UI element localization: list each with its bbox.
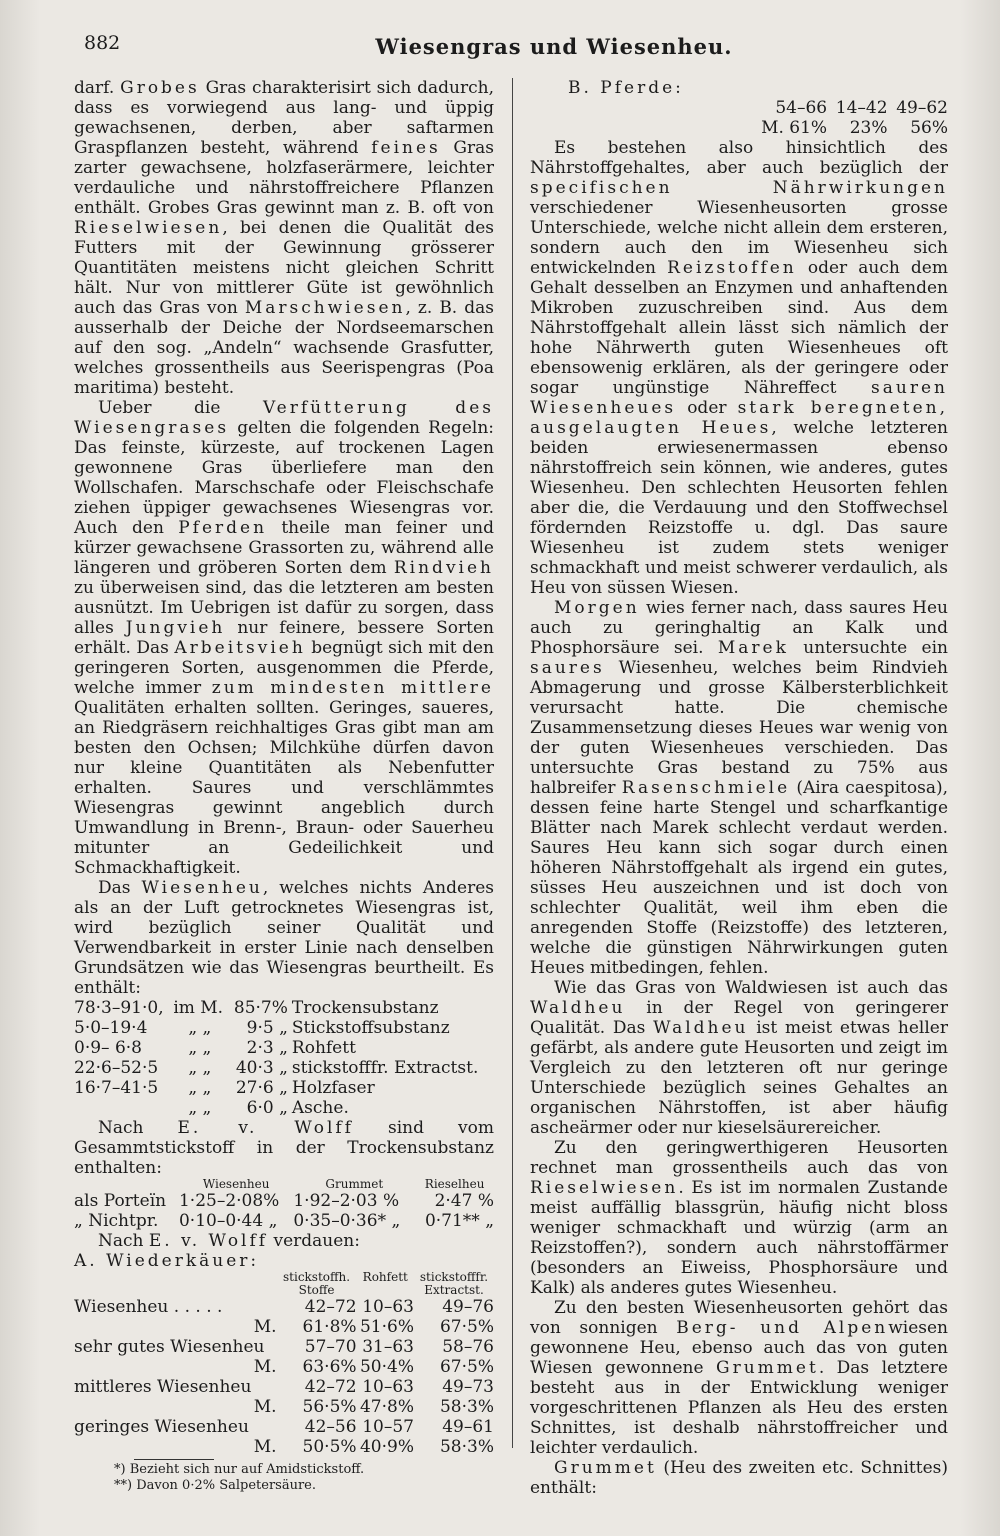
table-row: mittleres Wiesenheu 42–72 10–63 49–73: [74, 1377, 494, 1397]
digestibility-table: [74, 1271, 494, 1457]
table-row: geringes Wiesenheu 42–56 10–57 49–61: [74, 1417, 494, 1437]
paragraph: Grummet (Heu des zweiten etc. Schnittes) enthält:: [530, 1458, 948, 1498]
right-column: [530, 78, 948, 1498]
table-row: 0·9– 6·8 „ „ 2·3 „ Rohfett: [74, 1038, 356, 1058]
paragraph: Zu den geringwerthigeren Heusorten rechnet man grossentheils auch das von Rieselwiesen. Es ist im normalen Zustande meist auffällig blassgrün, häufig nicht bloss weniger schmackhaft und würzig (arm an Reizstoffen?), sondern auch nährstoffärmer (besonders an Eiweiss, Phosphorsäure und Kalk) als anderes gutes Wiesenheu.: [530, 1138, 948, 1298]
table-row: M. 61% 23% 56%: [761, 118, 948, 138]
table-row: M. 61·8% 51·6% 67·5%: [253, 1317, 494, 1337]
paragraph: Wie das Gras von Waldwiesen ist auch das Waldheu in der Regel von geringerer Qualität. Das Waldheu ist meist etwas heller gefärbt, als andere gute Heusorten und zeigt im Vergleich zu den letzteren oft nur geringe Unterschiede bezüglich seines Gehaltes an organischen Nährstoffen, ist aber häufig ascheärmer oder nur kieselsäurereicher.: [530, 978, 948, 1138]
paragraph: Das Wiesenheu, welches nichts Anderes als an der Luft getrocknetes Wiesengras ist, wird bezüglich seiner Qualität und Verwendbarkeit in erster Linie nach denselben Grundsätzen wie das Wiesengras beurtheilt. Es enthält:: [74, 878, 494, 998]
table-header-row: stickstoffh. Stoffe Rohfett stickstofffr. Extractst.: [283, 1270, 489, 1297]
table-row: 16·7–41·5 „ „ 27·6 „ Holzfaser: [74, 1078, 375, 1098]
table-row: 22·6–52·5 „ „ 40·3 „ stickstofffr. Extractst.: [74, 1058, 479, 1078]
subheading: B. Pferde:: [568, 78, 684, 98]
paragraph: Nach E. v. Wolff verdauen:: [98, 1231, 360, 1251]
paragraph: Es bestehen also hinsichtlich des Nährstoffgehaltes, aber auch bezüglich der specifischen Nährwirkungen verschiedener Wiesenheusorten grosse Unterschiede, welche nicht allein dem ersteren, sondern auch den im Wiesenheu sich entwickelnden Reizstoffen oder auch dem Gehalt desselben an Enzymen und anhaftenden Mikroben zuzuschreiben sind. Aus dem Nährstoffgehalt allein lässt sich nämlich der hohe Nährwerth guten Wiesenheues oft ebensowenig erklären, als der geringere oder sogar ungünstige Nähreffect sauren Wiesenheues oder stark beregneten, ausgelaugten Heues, welche letzteren beiden erwiesenermassen ebenso nährstoffreich sein können, wie anderes, gutes Wiesenheu. Den schlechten Heusorten fehlen aber die, die Verdauung und den Stoffwechsel fördernden Reizstoffe u. dgl. Das saure Wiesenheu ist zudem stets weniger schmackhaft und meist schwerer verdaulich, als Heu von süssen Wiesen.: [530, 138, 948, 598]
table-row: 54–66 14–42 49–62: [775, 98, 948, 118]
page-number: 882: [84, 32, 121, 54]
page-header: [84, 28, 964, 68]
table-row: sehr gutes Wiesenheu 57–70 31–63 58–76: [74, 1337, 494, 1357]
table-header-row: Wiesenheu Grummet Rieselheu: [202, 1177, 485, 1191]
paragraph: Ueber die Verfütterung des Wiesengrases gelten die folgenden Regeln: Das feinste, kürzeste, auf trockenen Lagen gewonnene Gras überliefere man den Wollschafen. Marschschafe oder Fleischschafe ziehen üppiger gewachsenes Wiesengras vor. Auch den Pferden theile man feiner und kürzer gewachsene Grassorten zu, während alle längeren und gröberen Sorten dem Rindvieh zu überweisen sind, das die letzteren am besten ausnützt. Im Uebrigen ist dafür zu sorgen, dass alles Jungvieh nur feinere, bessere Sorten erhält. Das Arbeitsvieh begnügt sich mit den geringeren Sorten, ausgenommen die Pferde, welche immer zum mindesten mittlere Qualitäten erhalten sollten. Geringes, saueres, an Riedgräsern reichhaltiges Gras gibt man am besten den Ochsen; Milchkühe dürfen davon nur kleine Quantitäten als Nebenfutter erhalten. Saures und verschlämmtes Wiesengras gewinnt angeblich durch Umwandlung in Brenn-, Braun- oder Sauerheu mitunter an Gedeilichkeit und Schmackhaftigkeit.: [74, 398, 495, 878]
subheading: A. Wiederkäuer:: [74, 1251, 260, 1271]
footnote: *) Bezieht sich nur auf Amidstickstoff.: [114, 1462, 365, 1477]
table-row: Wiesenheu . . . . . 42–72 10–63 49–76: [74, 1297, 494, 1317]
footnote: **) Davon 0·2% Salpetersäure.: [114, 1478, 317, 1493]
table-row: M. 56·5% 47·8% 58·3%: [253, 1397, 494, 1417]
table-row: als Porteïn 1·25–2·08% 1·92–2·03 % 2·47 %: [74, 1191, 494, 1211]
table-row: 78·3–91·0, im M. 85·7% Trockensubstanz: [74, 998, 439, 1018]
paragraph: Zu den besten Wiesenheusorten gehört das von sonnigen Berg- und Alpenwiesen gewonnene Heu, ebenso auch das von guten Wiesen gewonnene Grummet. Das letztere besteht aus in der Entwicklung weniger vorgeschrittenen Pflanzen als Heu des ersten Schnittes, ist deshalb nährstoffreicher und leichter verdaulich.: [530, 1298, 949, 1458]
table-row: M. 63·6% 50·4% 67·5%: [253, 1357, 494, 1377]
table-row: M. 50·5% 40·9% 58·3%: [253, 1437, 494, 1457]
hay-analysis-table: [74, 998, 494, 1118]
running-head: Wiesengras und Wiesenheu.: [375, 34, 733, 59]
paragraph: Morgen wies ferner nach, dass saures Heu auch zu geringhaltig an Kalk und Phosphorsäure sei. Marek untersuchte ein saures Wiesenheu, welches beim Rindvieh Abmagerung und grosse Kälbersterblichkeit verursacht hatte. Die chemische Zusammensetzung dieses Heues war wenig von der guten Wiesenheues verschieden. Das untersuchte Gras bestand zu 75% aus halbreifer Rasenschmiele (Aira caespitosa), dessen feine harte Stengel und scharfkantige Blätter nach Marek schlecht verdaut werden. Saures Heu kann sich sogar durch einen höheren Nährstoffgehalt als irgend ein gutes, süsses Heu auszeichnen und ist doch von schlechter Qualität, weil ihm eben die anregenden Stoffe (Reizstoffe) des letzteren, welche die günstigen Nährwirkungen guten Heues mitbedingen, fehlen.: [530, 598, 948, 978]
table-row: 5·0–19·4 „ „ 9·5 „ Stickstoffsubstanz: [74, 1018, 450, 1038]
paragraph: Nach E. v. Wolff sind vom Gesammtstickstoff in der Trockensubstanz enthalten:: [74, 1118, 494, 1178]
paragraph: darf. Grobes Gras charakterisirt sich dadurch, dass es vorwiegend aus lang- und üppig gewachsenen, derben, aber saftarmen Graspflanzen besteht, während feines Gras zarter gewachsene, holzfaserärmere, leichter verdauliche und nährstoffreichere Pflanzen enthält. Grobes Gras gewinnt man z. B. oft von Rieselwiesen, bei denen die Qualität des Futters mit der Gewinnung grösserer Quantitäten meistens nicht gleichen Schritt hält. Nur von mittlerer Güte ist gewöhnlich auch das Gras von Marschwiesen, z. B. das ausserhalb der Deiche der Nordseemarschen auf den sog. „Andeln“ wachsende Grasfutter, welches grossentheils aus Seerispengras (Poa maritima) besteht.: [74, 78, 494, 398]
table-row: „ Nichtpr. 0·10–0·44 „ 0·35–0·36* „ 0·71** „: [74, 1211, 494, 1231]
footnote-rule: [134, 1459, 214, 1460]
column-divider: [512, 78, 513, 1448]
nitrogen-table: [74, 1178, 494, 1231]
left-column: [74, 78, 494, 1494]
horse-digestibility-table: [530, 98, 948, 138]
table-row: „ „ 6·0 „ Asche.: [188, 1098, 349, 1118]
